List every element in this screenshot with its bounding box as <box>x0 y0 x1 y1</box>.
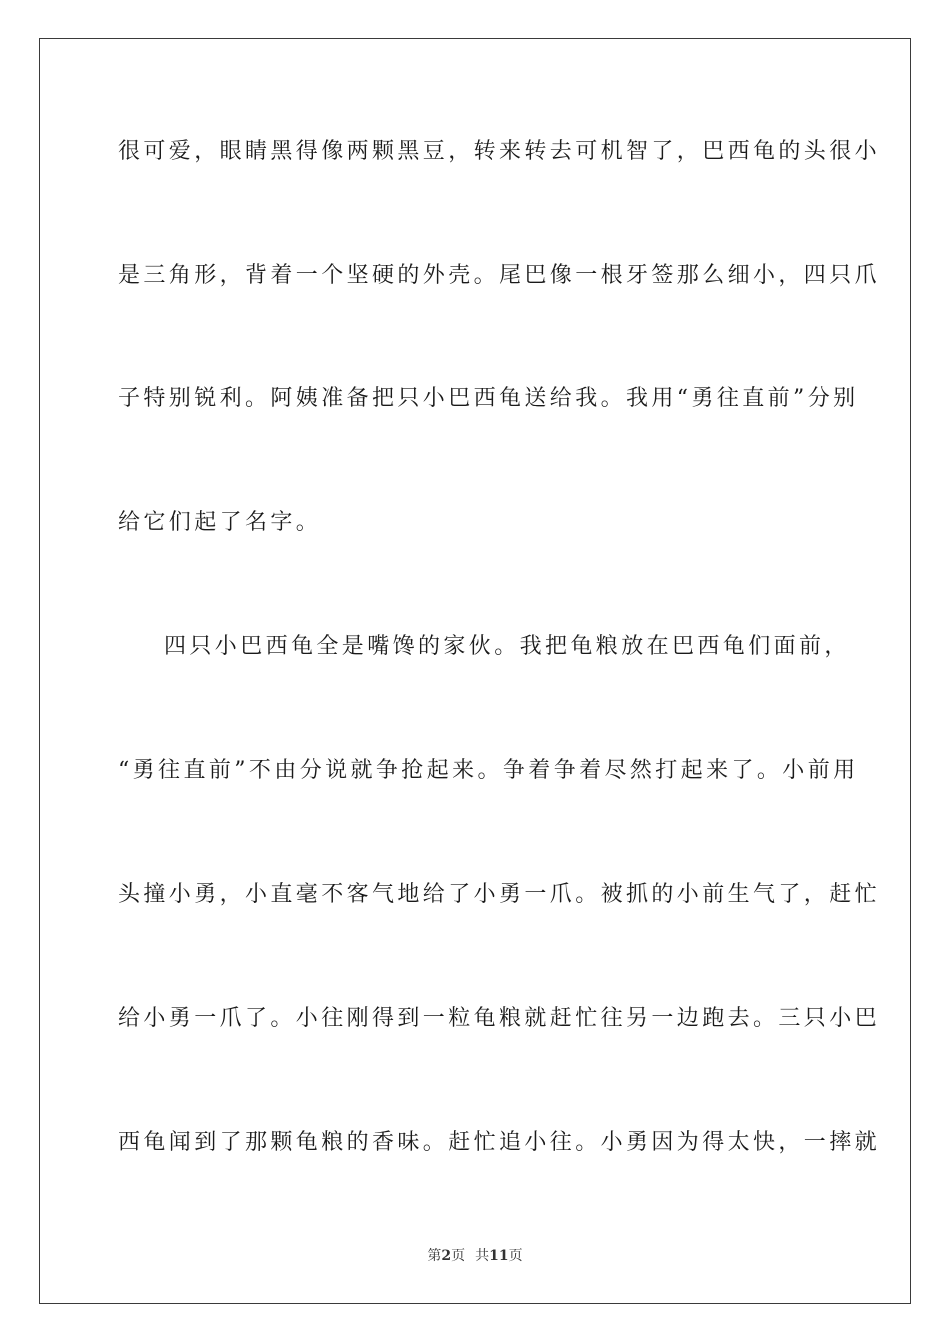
total-suffix: 页 <box>508 1248 523 1264</box>
page-footer <box>0 1247 950 1265</box>
body-line-6: “勇往直前”不由分说就争抢起来。争着争着尽然打起来了。小前用 <box>118 758 859 783</box>
body-line-7: 头撞小勇，小直毫不客气地给了小勇一爪。被抓的小前生气了，赶忙 <box>118 882 881 907</box>
body-line-8: 给小勇一爪了。小往刚得到一粒龟粮就赶忙往另一边跑去。三只小巴 <box>118 1006 881 1031</box>
body-line-5: 四只小巴西龟全是嘴馋的家伙。我把龟粮放在巴西龟们面前， <box>164 634 850 659</box>
total-prefix: 共 <box>475 1248 490 1264</box>
page-prefix: 第 <box>427 1248 442 1264</box>
body-line-2: 是三角形，背着一个坚硬的外壳。尾巴像一根牙签那么细小，四只爪 <box>118 263 881 288</box>
page-suffix: 页 <box>451 1248 466 1264</box>
total-pages: 11 <box>489 1248 509 1264</box>
page-border <box>39 38 911 1304</box>
body-line-4: 给它们起了名字。 <box>118 510 322 535</box>
body-line-9: 西龟闻到了那颗龟粮的香味。赶忙追小往。小勇因为得太快，一摔就 <box>118 1130 881 1155</box>
body-line-3: 子特别锐利。阿姨准备把只小巴西龟送给我。我用“勇往直前”分别 <box>118 386 859 411</box>
body-line-1: 很可爱，眼睛黑得像两颗黑豆，转来转去可机智了，巴西龟的头很小 <box>118 139 881 164</box>
page-number: 2 <box>441 1248 452 1264</box>
